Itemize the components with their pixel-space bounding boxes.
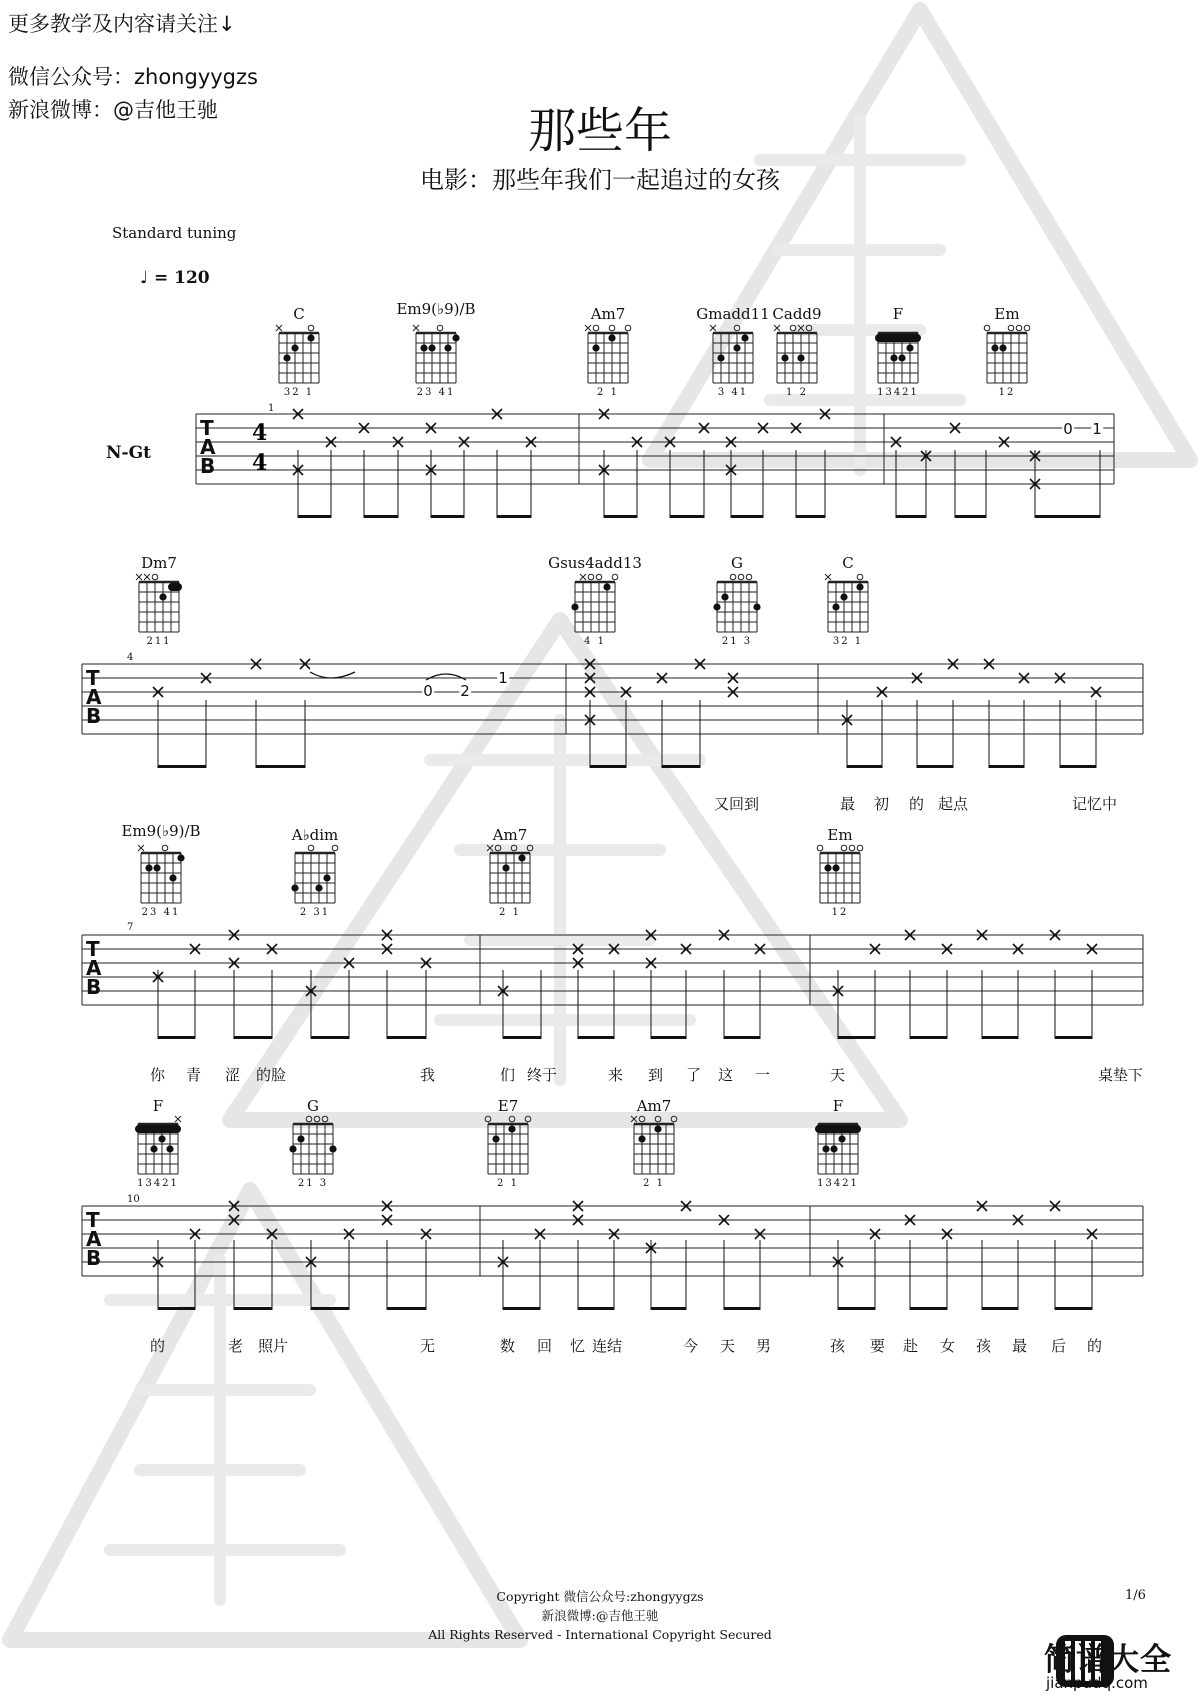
chord-name: Em	[827, 826, 853, 844]
lyric: 照片	[258, 1337, 289, 1355]
open-string-marker	[857, 574, 863, 580]
lyric: 数	[500, 1337, 516, 1355]
note-beam	[387, 1036, 426, 1039]
open-string-marker	[588, 574, 594, 580]
muted-string-marker	[136, 574, 142, 580]
fret-number: 1	[498, 669, 508, 688]
open-string-marker	[639, 1116, 645, 1122]
open-string-marker	[612, 574, 618, 580]
lyric: 桌垫下	[1098, 1066, 1144, 1084]
chord-fingering: 23 41	[141, 907, 181, 918]
lyric: 孩	[830, 1337, 846, 1355]
tab-letter: T	[86, 666, 100, 690]
note-beam	[1055, 1036, 1092, 1039]
lyric: 们	[500, 1066, 516, 1084]
chord-fingering: 13421	[137, 1178, 179, 1189]
track-label: N-Gt	[106, 443, 151, 463]
follow-note: 更多教学及内容请关注↓	[8, 12, 236, 36]
open-string-marker	[308, 325, 314, 331]
lyric: 这	[718, 1066, 734, 1084]
open-string-marker	[437, 325, 443, 331]
finger-dot	[753, 603, 760, 610]
open-string-marker	[596, 574, 602, 580]
lyric: 天	[830, 1066, 846, 1084]
finger-dot	[315, 884, 322, 891]
open-string-marker	[841, 845, 847, 851]
lyric: 回	[537, 1337, 553, 1355]
slur-arc	[426, 674, 466, 680]
note-beam	[387, 1307, 426, 1310]
finger-dot	[608, 334, 615, 341]
lyric: 起点	[938, 795, 969, 813]
lyric: 初	[874, 795, 890, 813]
note-beam	[497, 515, 531, 518]
open-string-marker	[152, 574, 158, 580]
finger-dot	[518, 854, 525, 861]
finger-dot	[832, 603, 839, 610]
finger-dot	[906, 344, 913, 351]
lyric: 忆	[570, 1337, 586, 1355]
brand-url: jianpudq.com	[1046, 1674, 1148, 1692]
tab-letter: A	[200, 435, 216, 459]
finger-dot	[420, 344, 427, 351]
chord-fingering: 13421	[817, 1178, 859, 1189]
finger-dot	[444, 344, 451, 351]
finger-dot	[856, 583, 863, 590]
muted-string-marker	[138, 845, 144, 851]
note-beam	[431, 515, 464, 518]
lyric: 最	[1012, 1337, 1028, 1355]
tab-letter: B	[86, 704, 102, 728]
chord-name: Em9(♭9)/B	[396, 300, 476, 318]
open-string-marker	[849, 845, 855, 851]
open-string-marker	[655, 1116, 661, 1122]
page-number: 1/6	[1125, 1588, 1146, 1603]
finger-dot	[158, 1135, 165, 1142]
chord-name: Am7	[492, 826, 528, 844]
note-beam	[234, 1036, 272, 1039]
finger-dot	[153, 864, 160, 871]
lyric: 的脸	[256, 1066, 287, 1084]
chord-fingering: 2 1	[497, 1178, 519, 1189]
lyric: 你	[150, 1066, 166, 1084]
measure-number: 1	[268, 403, 275, 414]
measure-number: 4	[127, 652, 134, 663]
note-beam	[651, 1036, 686, 1039]
lyric: 今	[683, 1337, 699, 1355]
open-string-marker	[734, 325, 740, 331]
lyric: 一	[755, 1066, 771, 1084]
tab-letter: B	[86, 975, 102, 999]
finger-dot	[840, 593, 847, 600]
finger-dot	[159, 593, 166, 600]
lyric: 赴	[903, 1337, 919, 1355]
chord-name: Em9(♭9)/B	[121, 822, 201, 840]
chord-fingering: 32 1	[832, 636, 864, 647]
finger-dot	[329, 1145, 336, 1152]
song-subtitle: 电影：那些年我们一起追过的女孩	[420, 166, 780, 194]
finger-dot	[492, 1135, 499, 1142]
open-string-marker	[857, 845, 863, 851]
open-string-marker	[308, 845, 314, 851]
tab-letter: A	[86, 685, 102, 709]
note-beam	[796, 515, 825, 518]
muted-string-marker	[585, 325, 591, 331]
open-string-marker	[746, 574, 752, 580]
copyright-footer	[300, 1587, 900, 1644]
tab-letter: A	[86, 1227, 102, 1251]
time-signature: 4	[252, 420, 268, 446]
open-string-marker	[593, 325, 599, 331]
note-beam	[724, 1307, 760, 1310]
chord-name: A♭dim	[291, 826, 339, 844]
finger-dot	[603, 583, 610, 590]
fret-number: 0	[1063, 420, 1073, 439]
tab-letter: B	[86, 1246, 102, 1270]
lyric: 涩	[225, 1066, 241, 1084]
finger-dot	[713, 603, 720, 610]
lyric: 的	[1087, 1337, 1103, 1355]
tab-letter: T	[86, 937, 100, 961]
note-beam	[724, 1036, 760, 1039]
lyric: 了	[686, 1066, 702, 1084]
note-beam	[311, 1036, 349, 1039]
lyric: 青	[186, 1066, 202, 1084]
tab-letter: T	[200, 416, 214, 440]
lyric: 男	[756, 1337, 772, 1355]
open-string-marker	[485, 1116, 491, 1122]
tab-clef	[200, 416, 216, 478]
note-beam	[670, 515, 704, 518]
measure-number: 10	[127, 1194, 140, 1205]
chord-name: C	[842, 554, 854, 572]
note-beam	[651, 1307, 686, 1310]
finger-dot	[717, 354, 724, 361]
lyric: 孩	[976, 1337, 992, 1355]
copyright-line: All Rights Reserved - International Copyright Secured	[428, 1627, 772, 1642]
chord-name: E7	[497, 1097, 519, 1115]
finger-dot	[166, 1145, 173, 1152]
lyric: 我	[420, 1066, 436, 1084]
note-beam	[910, 1307, 947, 1310]
lyric: 的	[150, 1337, 166, 1355]
open-string-marker	[817, 845, 823, 851]
open-string-marker	[609, 325, 615, 331]
chord-name: C	[293, 305, 305, 323]
finger-dot	[822, 1145, 829, 1152]
finger-dot	[508, 1125, 515, 1132]
finger-dot	[838, 1135, 845, 1142]
lyric: 最	[840, 795, 856, 813]
note-beam	[578, 1307, 614, 1310]
finger-dot	[169, 874, 176, 881]
finger-dot	[428, 344, 435, 351]
finger-dot	[890, 354, 897, 361]
fret-number: 2	[460, 682, 470, 701]
song-title: 那些年	[527, 103, 672, 159]
finger-dot	[832, 864, 839, 871]
note-beam	[847, 765, 882, 768]
chord-name: Gsus4add13	[548, 554, 642, 572]
finger-dot	[502, 864, 509, 871]
chord-name: F	[892, 305, 904, 323]
muted-string-marker	[580, 574, 586, 580]
note-beam	[503, 1307, 540, 1310]
muted-string-marker	[774, 325, 780, 331]
finger-dot	[291, 884, 298, 891]
open-string-marker	[509, 1116, 515, 1122]
open-string-marker	[1024, 325, 1030, 331]
finger-dot	[733, 344, 740, 351]
open-string-marker	[806, 325, 812, 331]
brand-name: 简谱大全	[1044, 1642, 1172, 1678]
muted-string-marker	[144, 574, 150, 580]
open-string-marker	[527, 845, 533, 851]
chord-fingering: 2 1	[499, 907, 521, 918]
finger-dot	[177, 854, 184, 861]
finger-dot	[991, 344, 998, 351]
muted-string-marker	[487, 845, 493, 851]
chord-fingering: 23 41	[416, 387, 456, 398]
chord-name: F	[152, 1097, 164, 1115]
barre-bar	[168, 583, 182, 591]
finger-dot	[291, 344, 298, 351]
chord-fingering: 2 1	[597, 387, 619, 398]
chord-fingering: 12	[998, 387, 1016, 398]
finger-dot	[289, 1145, 296, 1152]
open-string-marker	[162, 845, 168, 851]
lyric: 后	[1051, 1337, 1067, 1355]
open-string-marker	[730, 574, 736, 580]
note-beam	[982, 1307, 1018, 1310]
finger-dot	[145, 864, 152, 871]
copyright-line: 新浪微博:@吉他王驰	[541, 1608, 659, 1623]
tab-letter: B	[200, 454, 216, 478]
finger-dot	[830, 1145, 837, 1152]
tab-clef	[86, 666, 102, 728]
note-beam	[989, 765, 1024, 768]
muted-string-marker	[798, 325, 804, 331]
finger-dot	[592, 344, 599, 351]
open-string-marker	[984, 325, 990, 331]
note-beam	[311, 1307, 349, 1310]
finger-dot	[654, 1125, 661, 1132]
muted-string-marker	[276, 325, 282, 331]
tab-letter: T	[86, 1208, 100, 1232]
lyric: 无	[420, 1337, 436, 1355]
open-string-marker	[1016, 325, 1022, 331]
chord-fingering: 4 1	[584, 636, 606, 647]
tab-letter: A	[86, 956, 102, 980]
open-string-marker	[790, 325, 796, 331]
chord-fingering: 2 1	[643, 1178, 665, 1189]
finger-dot	[452, 334, 459, 341]
wechat-account: 微信公众号：zhongyygzs	[8, 65, 258, 89]
chord-fingering: 21 3	[297, 1178, 329, 1189]
lyric: 又回到	[714, 795, 760, 813]
note-beam	[604, 515, 637, 518]
muted-string-marker	[413, 325, 419, 331]
finger-dot	[741, 334, 748, 341]
chord-fingering: 211	[146, 636, 172, 647]
lyric: 女	[940, 1337, 956, 1355]
chord-name: Dm7	[141, 554, 177, 572]
chord-fingering: 21 3	[721, 636, 753, 647]
finger-dot	[571, 603, 578, 610]
note-beam	[590, 765, 626, 768]
note-beam	[158, 1036, 195, 1039]
open-string-marker	[332, 845, 338, 851]
finger-dot	[323, 874, 330, 881]
lyric: 终于	[527, 1066, 558, 1084]
note-beam	[158, 1307, 195, 1310]
muted-string-marker	[825, 574, 831, 580]
note-beam	[955, 515, 986, 518]
tie-arc	[310, 672, 355, 678]
chord-name: G	[731, 554, 743, 572]
note-beam	[503, 1036, 541, 1039]
muted-string-marker	[710, 325, 716, 331]
finger-dot	[797, 354, 804, 361]
note-beam	[910, 1036, 947, 1039]
finger-dot	[898, 354, 905, 361]
note-beam	[982, 1036, 1018, 1039]
tab-clef	[86, 937, 102, 999]
open-string-marker	[525, 1116, 531, 1122]
finger-dot	[781, 354, 788, 361]
barre-bar	[875, 334, 921, 342]
barre-bar	[815, 1125, 861, 1133]
open-string-marker	[671, 1116, 677, 1122]
muted-string-marker	[175, 1116, 181, 1122]
note-beam	[158, 765, 206, 768]
note-beam	[1035, 515, 1100, 518]
open-string-marker	[1008, 325, 1014, 331]
chord-name: Cadd9	[772, 305, 822, 323]
chord-name: Am7	[590, 305, 626, 323]
finger-dot	[297, 1135, 304, 1142]
chord-name: Gmadd11	[696, 305, 770, 323]
chord-fingering: 13421	[877, 387, 919, 398]
tempo-value: = 120	[153, 268, 210, 288]
finger-dot	[999, 344, 1006, 351]
lyric: 的	[909, 795, 925, 813]
open-string-marker	[511, 845, 517, 851]
finger-dot	[150, 1145, 157, 1152]
note-beam	[917, 765, 953, 768]
quarter-note-icon: ♩	[140, 268, 149, 288]
note-beam	[1060, 765, 1096, 768]
note-beam	[662, 765, 700, 768]
lyric: 老	[228, 1337, 244, 1355]
copyright-line: Copyright 微信公众号:zhongyygzs	[496, 1589, 704, 1604]
open-string-marker	[314, 1116, 320, 1122]
chord-name: F	[832, 1097, 844, 1115]
open-string-marker	[322, 1116, 328, 1122]
finger-dot	[824, 864, 831, 871]
chord-name: G	[307, 1097, 319, 1115]
chord-fingering: 3 41	[717, 387, 749, 398]
measure-number: 7	[127, 922, 134, 933]
open-string-marker	[738, 574, 744, 580]
note-beam	[256, 765, 305, 768]
finger-dot	[283, 354, 290, 361]
fret-number: 1	[1092, 420, 1102, 439]
open-string-marker	[306, 1116, 312, 1122]
fret-number: 0	[423, 682, 433, 701]
chord-fingering: 32 1	[283, 387, 315, 398]
muted-string-marker	[631, 1116, 637, 1122]
note-beam	[731, 515, 763, 518]
tab-clef	[86, 1208, 102, 1270]
weibo-account: 新浪微博：@吉他王驰	[8, 98, 218, 122]
time-signature: 4	[252, 450, 268, 476]
chord-name: Em	[994, 305, 1020, 323]
note-beam	[298, 515, 331, 518]
chord-fingering: 1 2	[786, 387, 808, 398]
lyric: 天	[720, 1337, 736, 1355]
lyric: 连结	[592, 1337, 623, 1355]
finger-dot	[638, 1135, 645, 1142]
finger-dot	[307, 334, 314, 341]
note-beam	[838, 1036, 875, 1039]
note-beam	[364, 515, 398, 518]
lyric: 到	[648, 1066, 664, 1084]
open-string-marker	[495, 845, 501, 851]
finger-dot	[721, 593, 728, 600]
barre-bar	[135, 1125, 181, 1133]
open-string-marker	[625, 325, 631, 331]
lyric: 记忆中	[1072, 795, 1118, 813]
note-beam	[838, 1307, 875, 1310]
note-beam	[896, 515, 926, 518]
chord-fingering: 2 31	[299, 907, 331, 918]
lyric: 来	[608, 1066, 624, 1084]
lyric: 要	[870, 1337, 886, 1355]
note-beam	[1055, 1307, 1092, 1310]
tuning-label: Standard tuning	[112, 224, 237, 242]
chord-fingering: 12	[831, 907, 849, 918]
note-beam	[234, 1307, 272, 1310]
note-beam	[578, 1036, 614, 1039]
chord-name: Am7	[636, 1097, 672, 1115]
